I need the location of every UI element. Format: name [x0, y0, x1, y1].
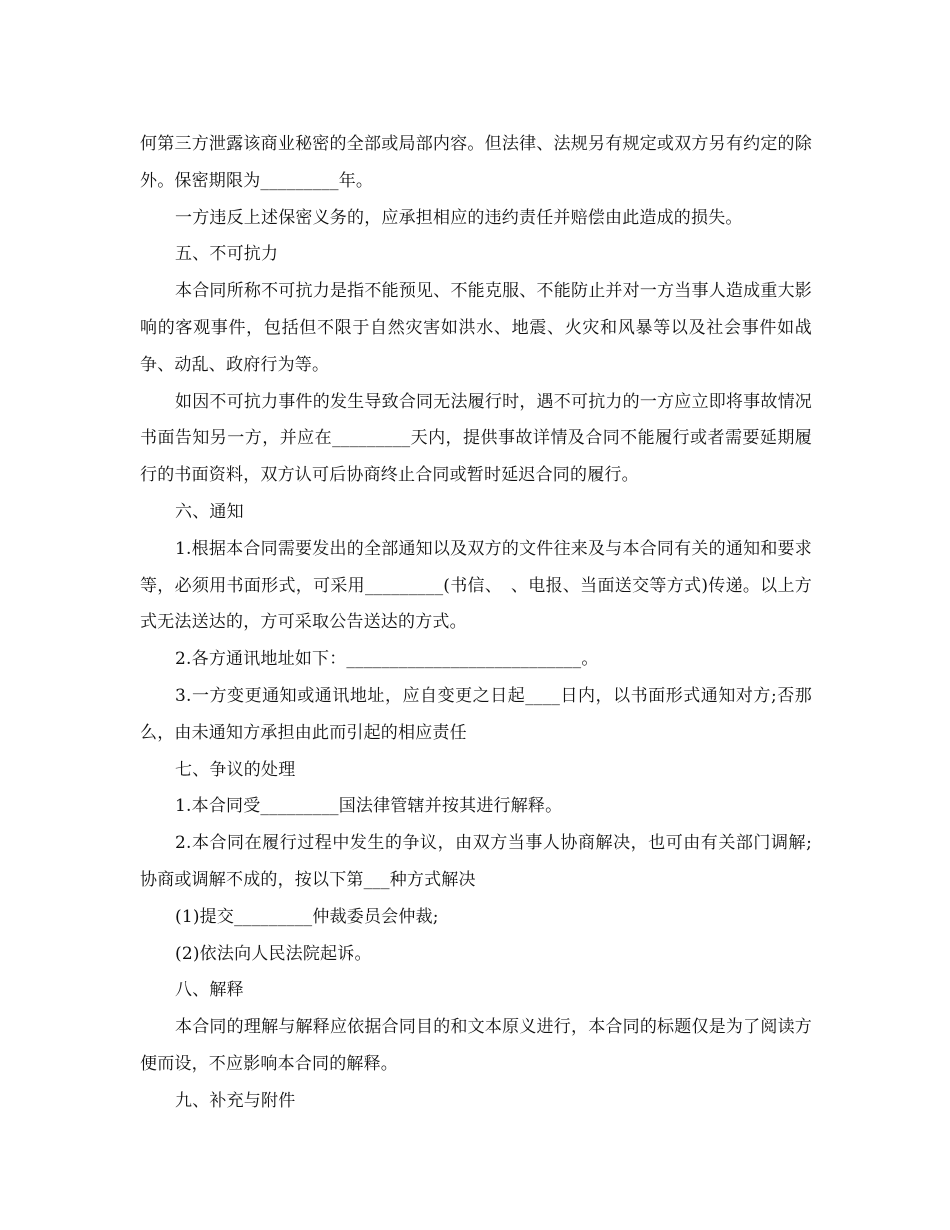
notice-clause-2: 2.各方通讯地址如下：___________________________。: [175, 649, 599, 670]
section-heading-force-majeure: 五、不可抗力: [175, 244, 279, 265]
section-heading-notice: 六、通知: [175, 501, 244, 522]
interpretation-clause: 本合同的理解与解释应依据合同目的和文本原义进行，本合同的标题仅是为了阅读方便而设，不应影响本合同的解释。: [140, 1017, 812, 1074]
force-majeure-notification: 如因不可抗力事件的发生导致合同无法履行时，遇不可抗力的一方应立即将事故情况书面告知另一方，并应在_________天内，提供事故详情及合同不能履行或者需要延期履行的书面资料，双方认可后协商终止合同或暂时延迟合同的履行。: [140, 391, 812, 486]
notice-clause-3: 3.一方变更通知或通讯地址，应自变更之日起____日内，以书面形式通知对方;否那么，由未通知方承担由此而引起的相应责任: [140, 685, 812, 743]
notice-clause-1: 1.根据本合同需要发出的全部通知以及双方的文件往来及与本合同有关的通知和要求等，必须用书面形式，可采用_________(书信、 、电报、当面送交等方式)传递。以上方式无法送达的，方可采取公告送达的方式。: [140, 538, 812, 633]
force-majeure-definition: 本合同所称不可抗力是指不能预见、不能克服、不能防止并对一方当事人造成重大影响的客观事件，包括但不限于自然灾害如洪水、地震、火灾和风暴等以及社会事件如战争、动乱、政府行为等。: [140, 281, 812, 375]
section-heading-supplements: 九、补充与附件: [175, 1090, 296, 1111]
dispute-clause-2: 2.本合同在履行过程中发生的争议，由双方当事人协商解决，也可由有关部门调解;协商或调解不成的，按以下第___种方式解决: [140, 833, 812, 890]
section-heading-dispute: 七、争议的处理: [175, 759, 296, 780]
section-heading-interpretation: 八、解释: [175, 980, 244, 1001]
document-body: [140, 126, 812, 1120]
dispute-clause-1: 1.本合同受_________国法律管辖并按其进行解释。: [175, 796, 563, 817]
confidentiality-breach-paragraph: 一方违反上述保密义务的，应承担相应的违约责任并赔偿由此造成的损失。: [175, 207, 743, 228]
dispute-option-1: (1)提交_________仲裁委员会仲裁;: [175, 906, 439, 927]
dispute-option-2: (2)依法向人民法院起诉。: [175, 943, 372, 964]
confidentiality-clause-continued: 何第三方泄露该商业秘密的全部或局部内容。但法律、法规另有规定或双方另有约定的除外。保密期限为_________年。: [140, 134, 812, 191]
